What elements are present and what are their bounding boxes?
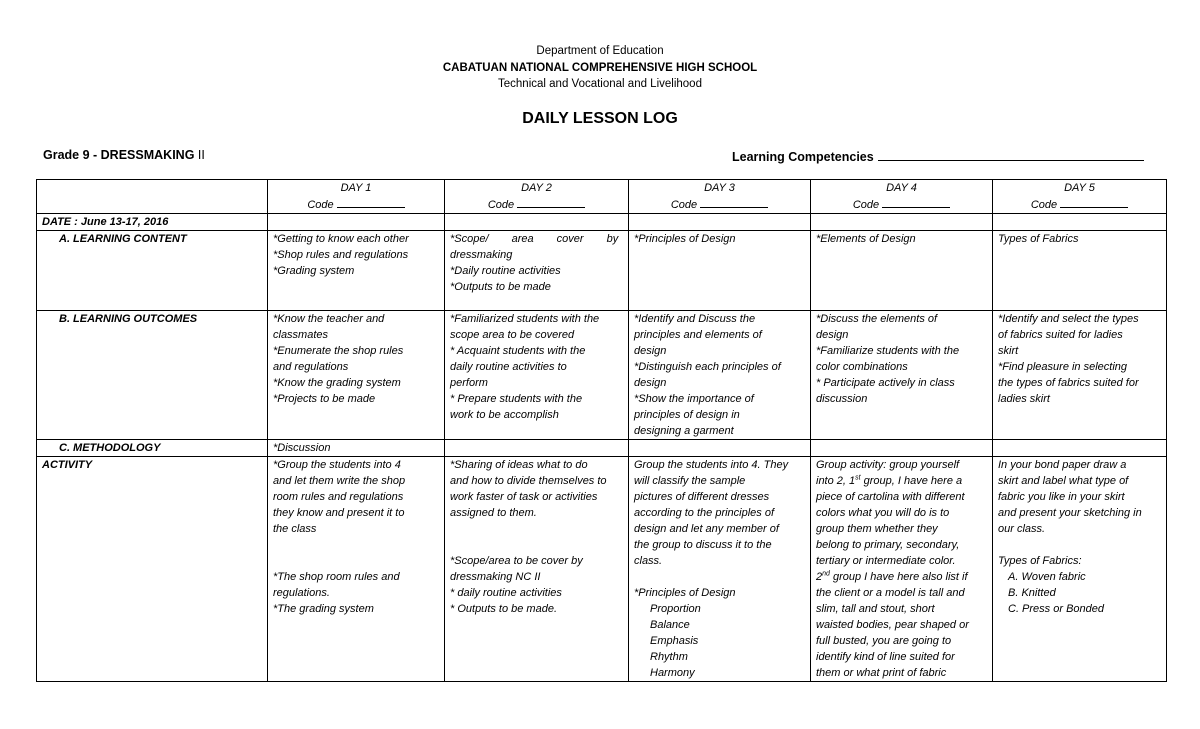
activity-day-1 xyxy=(268,457,445,682)
code-blank xyxy=(700,196,768,208)
day-name: DAY 4 xyxy=(886,182,917,194)
activity-day-1-bottom xyxy=(273,569,439,617)
text-line: Balance xyxy=(650,619,690,631)
grade-subject-text: Grade 9 - DRESSMAKING xyxy=(43,148,198,162)
content-day-5 xyxy=(993,231,1167,311)
spacer xyxy=(450,537,623,553)
outcomes-day-1 xyxy=(268,311,445,440)
text-line: *Principles of Design xyxy=(634,233,736,245)
text-line: according to the principles of xyxy=(634,507,775,519)
text-line: designing a garment xyxy=(634,425,734,437)
text-line: *Projects to be made xyxy=(273,393,376,405)
text-line: they know and present it to xyxy=(273,507,405,519)
methodology-blank-cell xyxy=(445,440,629,457)
text-line: *Know the teacher and xyxy=(273,313,385,325)
grade-level-numeral: II xyxy=(197,148,205,162)
activity-row xyxy=(37,457,1167,682)
text-line: skirt xyxy=(998,345,1019,357)
text-line: * daily routine activities xyxy=(450,587,562,599)
text-line: colors what you will do is to xyxy=(816,507,950,519)
activity-day-4-intro xyxy=(816,457,987,473)
text-line: design xyxy=(634,345,667,357)
text-line: of fabrics suited for ladies xyxy=(998,329,1123,341)
activity-day-2-bottom xyxy=(450,553,623,617)
text-line: and regulations xyxy=(273,361,349,373)
text-line: discussion xyxy=(816,393,868,405)
text-line: full busted, you are going to xyxy=(816,635,952,647)
text-line: *Grading system xyxy=(273,265,355,277)
text-line: work faster of task or activities xyxy=(450,491,598,503)
text-line: *Sharing of ideas what to do xyxy=(450,459,588,471)
text-line: * Prepare students with the xyxy=(450,393,583,405)
day-header-2 xyxy=(445,180,629,214)
text-line: *Familiarize students with the xyxy=(816,345,960,357)
text-line: them or what print of fabric xyxy=(816,667,947,679)
text-line: *Distinguish each principles of xyxy=(634,361,781,373)
methodology-day-1: *Discussion xyxy=(268,440,445,457)
activity-day-3-top xyxy=(634,457,805,569)
text-line: tertiary or intermediate color. xyxy=(816,555,956,567)
first-group-text: into 2, 1 xyxy=(816,475,856,487)
date-blank-cell xyxy=(811,214,993,231)
content-day-3 xyxy=(629,231,811,311)
methodology-blank-cell xyxy=(993,440,1167,457)
department-name: Department of Education xyxy=(536,45,664,57)
code-label: Code xyxy=(487,199,515,211)
learning-content-row xyxy=(37,231,1167,311)
day-name: DAY 1 xyxy=(340,182,372,194)
principles-list-title: *Principles of Design xyxy=(634,587,736,599)
content-day-2-line: dressmaking xyxy=(450,249,513,261)
date-row xyxy=(37,214,1167,231)
text-line: the class xyxy=(273,523,317,535)
text-line: piece of cartolina with different xyxy=(816,491,965,503)
header-blank-cell xyxy=(37,180,268,214)
text-line: and let them write the shop xyxy=(273,475,406,487)
activity-day-1-top xyxy=(273,457,439,537)
methodology-label: C. METHODOLOGY xyxy=(37,440,268,457)
code-label: Code xyxy=(852,199,880,211)
learning-competencies xyxy=(732,148,1144,164)
text-line: room rules and regulations xyxy=(273,491,404,503)
text-line: skirt and label what type of xyxy=(998,475,1129,487)
text-line: * Acquaint students with the xyxy=(450,345,586,357)
content-day-1 xyxy=(268,231,445,311)
code-blank xyxy=(517,196,585,208)
learning-content-label: A. LEARNING CONTENT xyxy=(37,231,268,311)
text-line: daily routine activities to xyxy=(450,361,567,373)
second-group-line xyxy=(816,569,987,585)
text-line: *Elements of Design xyxy=(816,233,916,245)
text-line: the types of fabrics suited for xyxy=(998,377,1139,389)
text-line: *Scope/area to be cover by xyxy=(450,555,583,567)
text-line: *The shop room rules and xyxy=(273,571,400,583)
text-line: design and let any member of xyxy=(634,523,779,535)
text-line: color combinations xyxy=(816,361,908,373)
text-line: our class. xyxy=(998,523,1046,535)
school-name: CABATUAN NATIONAL COMPREHENSIVE HIGH SCHOOL xyxy=(442,62,758,74)
text-line: belong to primary, secondary, xyxy=(816,539,960,551)
page-title: DAILY LESSON LOG xyxy=(522,110,678,127)
text-line: work to be accomplish xyxy=(450,409,559,421)
text-line: * Outputs to be made. xyxy=(450,603,558,615)
date-label: DATE : June 13-17, 2016 xyxy=(37,214,268,231)
lesson-log-table xyxy=(36,179,1167,682)
text-line: *Shop rules and regulations xyxy=(273,249,409,261)
text-line: identify kind of line suited for xyxy=(816,651,955,663)
outcomes-day-5 xyxy=(993,311,1167,440)
activity-day-5 xyxy=(993,457,1167,682)
text-line: *Enumerate the shop rules xyxy=(273,345,404,357)
text-line: dressmaking NC II xyxy=(450,571,541,583)
methodology-blank-cell xyxy=(811,440,993,457)
text-line: group them whether they xyxy=(816,523,938,535)
activity-day-4-first-group xyxy=(816,489,987,569)
text-line: design xyxy=(634,377,667,389)
learning-outcomes-row xyxy=(37,311,1167,440)
text-line: *Discuss the elements of xyxy=(816,313,938,325)
methodology-row xyxy=(37,440,1167,457)
text-line: slim, tall and stout, short xyxy=(816,603,935,615)
day-header-1 xyxy=(268,180,445,214)
text-line: pictures of different dresses xyxy=(634,491,770,503)
text-line: Group activity: group yourself xyxy=(816,459,960,471)
second-group-text: 2 xyxy=(816,571,823,583)
text-line: *Identify and select the types xyxy=(998,313,1139,325)
first-group-ordinal: st xyxy=(855,474,861,482)
methodology-blank-cell xyxy=(629,440,811,457)
date-blank-cell xyxy=(445,214,629,231)
text-line: Harmony xyxy=(650,667,695,679)
text-line: scope area to be covered xyxy=(450,329,575,341)
date-blank-cell xyxy=(268,214,445,231)
text-line: *Know the grading system xyxy=(273,377,401,389)
learning-competencies-label: Learning Competencies xyxy=(732,150,874,164)
day-name: DAY 2 xyxy=(521,182,552,194)
content-day-2-line: *Outputs to be made xyxy=(450,281,551,293)
content-day-2-line: *Scope/ area cover by xyxy=(450,233,619,245)
text-line: *The grading system xyxy=(273,603,374,615)
text-line: ladies skirt xyxy=(998,393,1050,405)
text-line: assigned to them. xyxy=(450,507,537,519)
text-line: will classify the sample xyxy=(634,475,746,487)
text-line: Rhythm xyxy=(650,651,688,663)
spacer xyxy=(273,553,439,569)
code-label: Code xyxy=(307,199,334,211)
fabric-types-title: Types of Fabrics: xyxy=(998,555,1082,567)
day-header-4 xyxy=(811,180,993,214)
outcomes-day-4 xyxy=(811,311,993,440)
date-blank-cell xyxy=(993,214,1167,231)
department-subtitle: Technical and Vocational and Livelihood xyxy=(498,78,702,90)
fabric-types-list xyxy=(998,569,1161,617)
text-line: *Show the importance of xyxy=(634,393,754,405)
text-line: Types of Fabrics xyxy=(998,233,1079,245)
activity-day-2-top xyxy=(450,457,623,521)
text-line: *Find pleasure in selecting xyxy=(998,361,1128,373)
text-line: regulations. xyxy=(273,587,330,599)
text-line: and how to divide themselves to xyxy=(450,475,607,487)
activity-label: ACTIVITY xyxy=(37,457,268,682)
code-blank xyxy=(337,196,405,208)
principles-list xyxy=(634,601,805,681)
text-line: Proportion xyxy=(650,603,701,615)
code-blank xyxy=(882,196,950,208)
content-day-2 xyxy=(445,231,629,311)
text-line: *Group the students into 4 xyxy=(273,459,401,471)
first-group-line xyxy=(816,473,987,489)
activity-day-3 xyxy=(629,457,811,682)
text-line: the client or a model is tall and xyxy=(816,587,965,599)
text-line: Group the students into 4. They xyxy=(634,459,789,471)
day-header-3 xyxy=(629,180,811,214)
text-line: classmates xyxy=(273,329,329,341)
day-header-row xyxy=(37,180,1167,214)
day-header-5 xyxy=(993,180,1167,214)
learning-competencies-blank xyxy=(878,148,1144,161)
text-line: *Identify and Discuss the xyxy=(634,313,756,325)
content-day-4 xyxy=(811,231,993,311)
text-line: the group to discuss it to the xyxy=(634,539,772,551)
activity-day-4-second-group xyxy=(816,585,987,681)
text-line: In your bond paper draw a xyxy=(998,459,1127,471)
text-line: *Familiarized students with the xyxy=(450,313,600,325)
day-name: DAY 5 xyxy=(1064,182,1095,194)
code-label: Code xyxy=(1030,199,1058,211)
text-line: * Participate actively in class xyxy=(816,377,955,389)
text-line: *Getting to know each other xyxy=(273,233,409,245)
spacer xyxy=(634,569,805,585)
spacer xyxy=(273,537,439,553)
second-group-ordinal: nd xyxy=(822,570,830,578)
spacer xyxy=(998,537,1161,553)
text-line: perform xyxy=(450,377,488,389)
grade-subject xyxy=(43,148,205,162)
activity-day-4 xyxy=(811,457,993,682)
outcomes-day-3 xyxy=(629,311,811,440)
date-blank-cell xyxy=(629,214,811,231)
text-line: and present your sketching in xyxy=(998,507,1142,519)
learning-outcomes-label: B. LEARNING OUTCOMES xyxy=(37,311,268,440)
day-name: DAY 3 xyxy=(704,182,735,194)
text-line: Emphasis xyxy=(650,635,699,647)
second-group-text-rest: group I have here also list if xyxy=(829,571,968,583)
outcomes-day-2 xyxy=(445,311,629,440)
text-line: fabric you like in your skirt xyxy=(998,491,1125,503)
content-day-2-line: *Daily routine activities xyxy=(450,265,561,277)
text-line: A. Woven fabric xyxy=(1008,571,1086,583)
text-line: B. Knitted xyxy=(1008,587,1056,599)
activity-day-2 xyxy=(445,457,629,682)
text-line: principles of design in xyxy=(634,409,740,421)
text-line: principles and elements of xyxy=(634,329,762,341)
first-group-text-rest: group, I have here a xyxy=(860,475,963,487)
activity-day-5-top xyxy=(998,457,1161,537)
text-line: waisted bodies, pear shaped or xyxy=(816,619,969,631)
text-line: C. Press or Bonded xyxy=(1008,603,1104,615)
code-label: Code xyxy=(670,199,698,211)
spacer xyxy=(450,521,623,537)
text-line: class. xyxy=(634,555,663,567)
code-blank xyxy=(1060,196,1128,208)
text-line: design xyxy=(816,329,849,341)
